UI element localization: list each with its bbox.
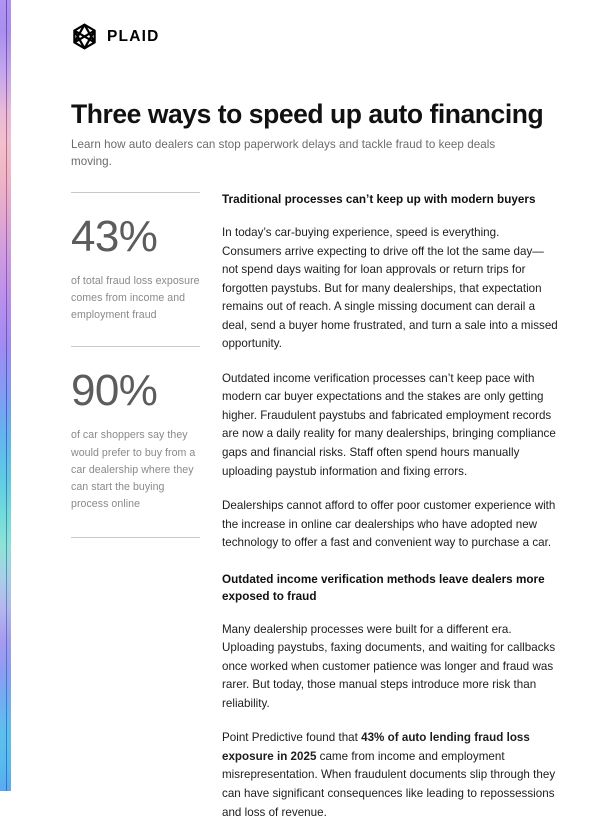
paragraph-suffix: came from income and employment misrepresentation. When fraudulent documents slip through they can have significant consequences like leading to repossessions and loss of revenue.: [222, 749, 556, 819]
section-heading-outdated-verification: Outdated income verification methods leave dealers more exposed to fraud: [222, 572, 545, 603]
stat-value: 43%: [71, 212, 158, 261]
stat-caption: of car shoppers say they would prefer to buy from a car dealership where they can start the buying process online: [71, 429, 196, 511]
stats-bottom-divider: [71, 537, 200, 538]
page-title: Three ways to speed up auto financing: [71, 99, 544, 129]
body-paragraph: In today’s car-buying experience, speed is everything. Consumers arrive expecting to drive off the lot the same day—not spend days waiting for loan approvals or return trips for forgotten paystubs. But for many dealerships, that expectation remains out of reach. A single missing document can derail a deal, send a buyer home frustrated, and turn a sale into a missed opportunity.: [222, 225, 558, 351]
stats-column: [71, 192, 201, 538]
stat-caption: of total fraud loss exposure comes from income and employment fraud: [71, 275, 200, 322]
brand-name: PLAID: [107, 28, 160, 46]
plaid-woven-mark-icon: [71, 23, 98, 50]
body-paragraph-with-emphasis: [222, 729, 560, 822]
body-paragraph: Many dealership processes were built for a different era. Uploading paystubs, faxing documents, and waiting for callbacks once worked when customer patience was longer and fraud was rarer. But today, those manual steps introduce more risk than reliability.: [222, 622, 556, 710]
emphasis-stat: 43% of auto lending fraud loss exposure in 2025: [222, 731, 530, 763]
body-paragraph: Dealerships cannot afford to offer poor customer experience with the increase in online car dealerships who have adopted new technology to offer a fast and convenient way to purchase a car.: [222, 499, 556, 550]
stat-value: 90%: [71, 366, 158, 416]
document-page: [11, 0, 609, 819]
stats-spacer: [71, 324, 201, 346]
gradient-strip-seam: [6, 0, 7, 791]
stat-block-online-shoppers: [71, 347, 201, 513]
stat-block-fraud-loss: [71, 193, 201, 324]
brand-lockup[interactable]: [71, 23, 160, 50]
page-subtitle: Learn how auto dealers can stop paperwork delays and tackle fraud to keep deals moving.: [71, 138, 496, 169]
body-paragraph: Outdated income verification processes can’t keep pace with modern car buyer expectations and the stakes are only getting higher. Fraudulent paystubs and fabricated employment records are now a daily reality for many dealerships, bringing compliance gaps and financial risks. Staff often spend hours manually uploading paystub information and fixing errors.: [222, 371, 556, 478]
left-gradient-strip: [0, 0, 11, 791]
body-column: [222, 192, 560, 822]
section-heading-traditional-processes: Traditional processes can’t keep up with modern buyers: [222, 193, 536, 206]
paragraph-prefix: Point Predictive found that: [222, 731, 362, 745]
